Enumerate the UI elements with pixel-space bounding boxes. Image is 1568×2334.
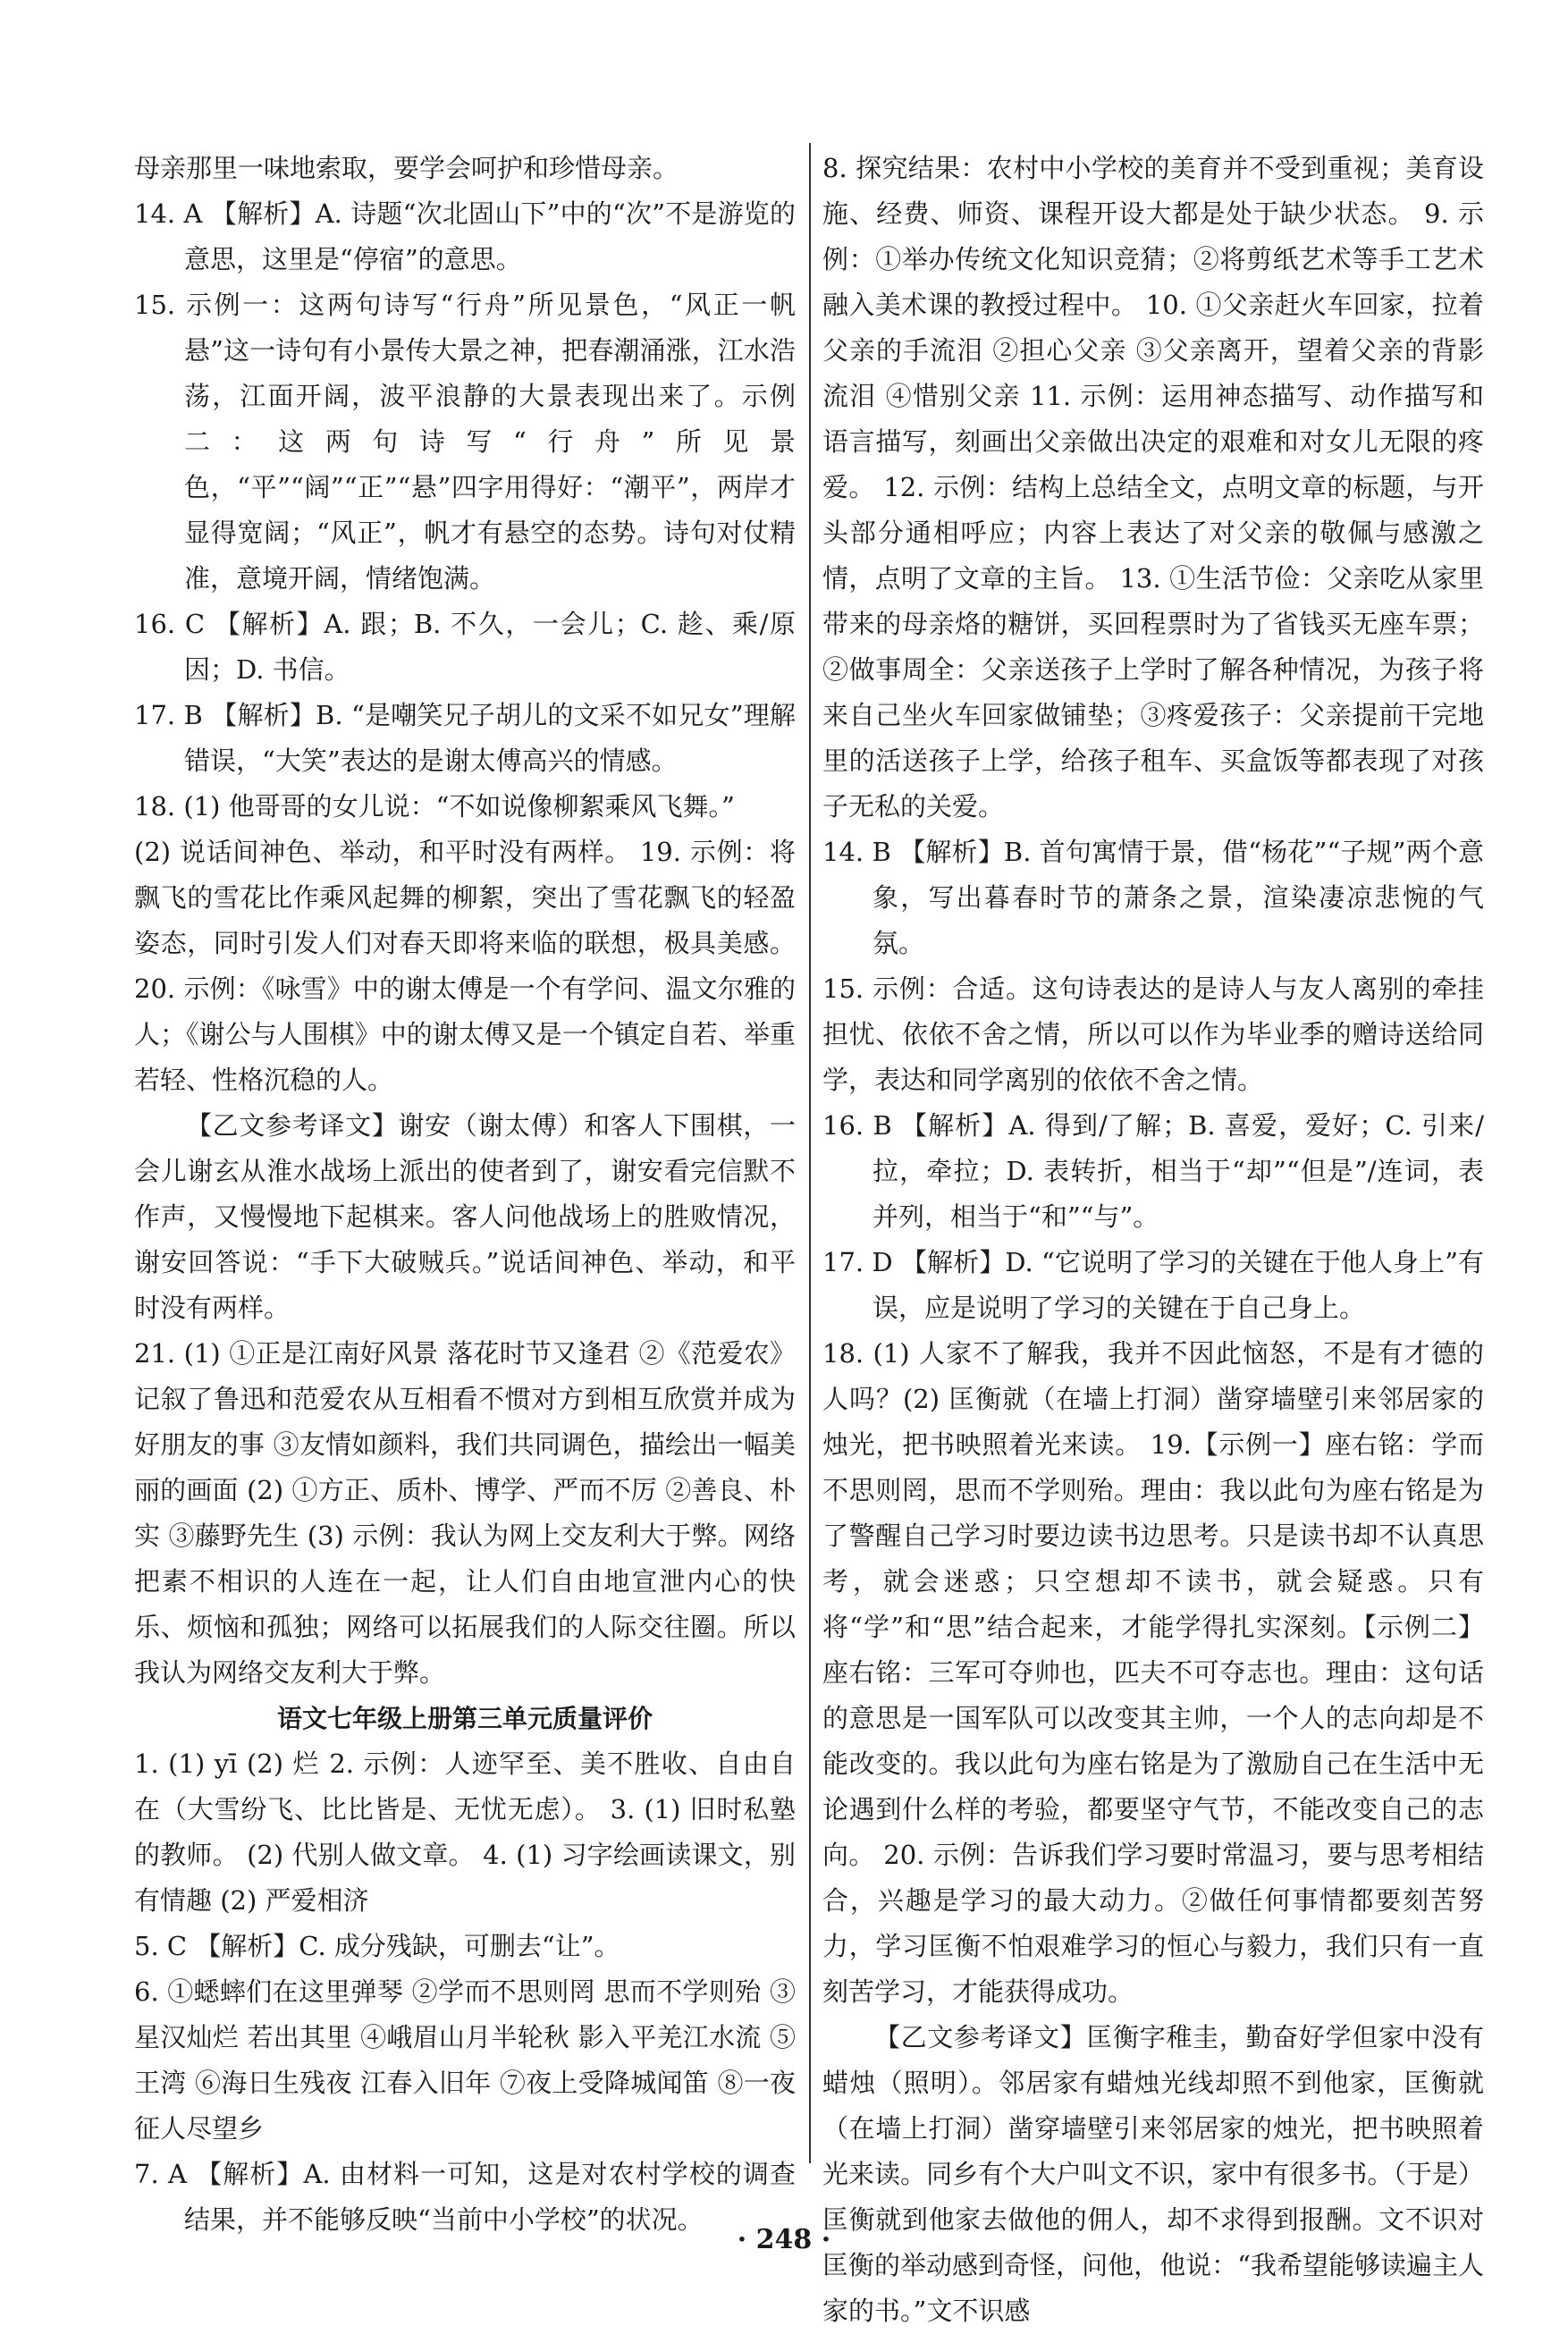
answer-paragraph: (2) 说话间神色、举动，和平时没有两样。 19. 示例：将飘飞的雪花比作乘风起舞的柳絮，突出了雪花飘飞的轻盈姿态，同时引发人们对春天即将来临的联想，极具美感。 20. 示例：《咏雪》中的谢太傅是一个有学问、温文尔雅的人；《谢公与人围棋》中的谢太傅又是一个镇定自若、举重若轻、性格沉稳的人。	[134, 837, 796, 1095]
answer-paragraph: 6. ①蟋蟀们在这里弹琴 ②学而不思则罔 思而不学则殆 ③星汉灿烂 若出其里 ④峨眉山月半轮秋 影入平羌江水流 ⑤王湾 ⑥海日生残夜 江春入旧年 ⑦夜上受降城闻笛 ⑧一夜征人尽望乡	[134, 1976, 796, 2144]
answer-paragraph: 16. C 【解析】A. 跟；B. 不久，一会儿；C. 趁、乘/原因；D. 书信。	[134, 609, 796, 685]
answer-paragraph: 14. A 【解析】A. 诗题“次北固山下”中的“次”不是游览的意思，这里是“停宿”的意思。	[134, 198, 796, 274]
answer-paragraph: 5. C 【解析】C. 成分残缺，可删去“让”。	[134, 1931, 620, 1961]
answer-paragraph: 15. 示例：合适。这句诗表达的是诗人与友人离别的牵挂担忧、依依不舍之情，所以可以作为毕业季的赠诗送给同学，表达和同学离别的依依不舍之情。	[822, 973, 1484, 1095]
right-column	[822, 146, 1484, 2334]
answer-paragraph: 母亲那里一味地索取，要学会呵护和珍惜母亲。	[134, 153, 679, 183]
column-divider	[809, 143, 811, 2163]
answer-paragraph: 14. B 【解析】B. 首句寓情于景，借“杨花”“子规”两个意象，写出暮春时节的萧条之景，渲染凄凉悲惋的气氛。	[822, 837, 1484, 958]
answer-paragraph: 1. (1) yī (2) 烂 2. 示例：人迹罕至、美不胜收、自由自在（大雪纷飞、比比皆是、无忧无虑）。 3. (1) 旧时私塾的教师。 (2) 代别人做文章。 4. (1) 习字绘画读课文，别有情趣 (2) 严爱相济	[134, 1748, 796, 1916]
answer-paragraph: 【乙文参考译文】谢安（谢太傅）和客人下围棋，一会儿谢玄从淮水战场上派出的使者到了，谢安看完信默不作声，又慢慢地下起棋来。客人问他战场上的胜败情况，谢安回答说：“手下大破贼兵。”说话间神色、举动，和平时没有两样。	[134, 1110, 796, 1323]
answer-paragraph: 16. B 【解析】A. 得到/了解；B. 喜爱，爱好；C. 引来/拉，牵拉；D. 表转折，相当于“却”“但是”/连词，表并列，相当于“和”“与”。	[822, 1110, 1484, 1232]
answer-paragraph: 17. D 【解析】D. “它说明了学习的关键在于他人身上”有误，应是说明了学习的关键在于自己身上。	[822, 1247, 1484, 1323]
page-number: · 248 ·	[737, 2224, 831, 2255]
answer-paragraph: 15. 示例一：这两句诗写“行舟”所见景色，“风正一帆悬”这一诗句有小景传大景之神，把春潮涌涨，江水浩荡，江面开阔，波平浪静的大景表现出来了。示例二：这两句诗写“行舟”所见景色，“平”“阔”“正”“悬”四字用得好：“潮平”，两岸才显得宽阔；“风正”，帆才有悬空的态势。诗句对仗精准，意境开阔，情绪饱满。	[134, 290, 796, 594]
section-heading: 语文七年级上册第三单元质量评价	[276, 1704, 653, 1733]
answer-paragraph: 【乙文参考译文】匡衡字稚圭，勤奋好学但家中没有蜡烛（照明）。邻居家有蜡烛光线却照不到他家，匡衡就（在墙上打洞）凿穿墙壁引来邻居家的烛光，把书映照着光来读。同乡有个大户叫文不识，家中有很多书。（于是）匡衡就到他家去做他的佣人，却不求得到报酬。文不识对匡衡的举动感到奇怪，问他，他说：“我希望能够读遍主人家的书。”文不识感	[822, 2022, 1484, 2326]
answer-paragraph: 17. B 【解析】B. “是嘲笑兄子胡儿的文采不如兄女”理解错误，“大笑”表达的是谢太傅高兴的情感。	[134, 700, 796, 776]
left-column	[134, 146, 796, 2243]
answer-paragraph: 8. 探究结果：农村中小学校的美育并不受到重视；美育设施、经费、师资、课程开设大都是处于缺少状态。 9. 示例：①举办传统文化知识竞猜；②将剪纸艺术等手工艺术融入美术课的教授过程中。 10. ①父亲赶火车回家，拉着父亲的手流泪 ②担心父亲 ③父亲离开，望着父亲的背影流泪 ④惜别父亲 11. 示例：运用神态描写、动作描写和语言描写，刻画出父亲做出决定的艰难和对女儿无限的疼爱。 12. 示例：结构上总结全文，点明文章的标题，与开头部分通相呼应；内容上表达了对父亲的敬佩与感激之情，点明了文章的主旨。 13. ①生活节俭：父亲吃从家里带来的母亲烙的糖饼，买回程票时为了省钱买无座车票；②做事周全：父亲送孩子上学时了解各种情况，为孩子将来自己坐火车回家做铺垫；③疼爱孩子：父亲提前干完地里的活送孩子上学，给孩子租车、买盒饭等都表现了对孩子无私的关爱。	[822, 153, 1484, 822]
answer-paragraph: 21. (1) ①正是江南好风景 落花时节又逢君 ②《范爱农》记叙了鲁迅和范爱农从互相看不惯对方到相互欣赏并成为好朋友的事 ③友情如颜料，我们共同调色，描绘出一幅美丽的画面 (2) ①方正、质朴、博学、严而不厉 ②善良、朴实 ③藤野先生 (3) 示例：我认为网上交友利大于弊。网络把素不相识的人连在一起，让人们自由地宣泄内心的快乐、烦恼和孤独；网络可以拓展我们的人际交往圈。所以我认为网络交友利大于弊。	[134, 1338, 796, 1688]
answer-paragraph: 18. (1) 他哥哥的女儿说：“不如说像柳絮乘风飞舞。”	[134, 791, 735, 822]
answer-paragraph: 7. A 【解析】A. 由材料一可知，这是对农村学校的调查结果，并不能够反映“当前中小学校”的状况。	[134, 2159, 796, 2235]
answer-paragraph: 18. (1) 人家不了解我，我并不因此恼怒，不是有才德的人吗？(2) 匡衡就（在墙上打洞）凿穿墙壁引来邻居家的烛光，把书映照着光来读。 19.【示例一】座右铭：学而不思则罔，思而不学则殆。理由：我以此句为座右铭是为了警醒自己学习时要边读书边思考。只是读书却不认真思考，就会迷惑；只空想却不读书，就会疑惑。只有将“学”和“思”结合起来，才能学得扎实深刻。【示例二】座右铭：三军可夺帅也，匹夫不可夺志也。理由：这句话的意思是一国军队可以改变其主帅，一个人的志向却是不能改变的。我以此句为座右铭是为了激励自己在生活中无论遇到什么样的考验，都要坚守气节，不能改变自己的志向。 20. 示例：告诉我们学习要时常温习，要与思考相结合，兴趣是学习的最大动力。②做任何事情都要刻苦努力，学习匡衡不怕艰难学习的恒心与毅力，我们只有一直刻苦学习，才能获得成功。	[822, 1338, 1484, 2007]
